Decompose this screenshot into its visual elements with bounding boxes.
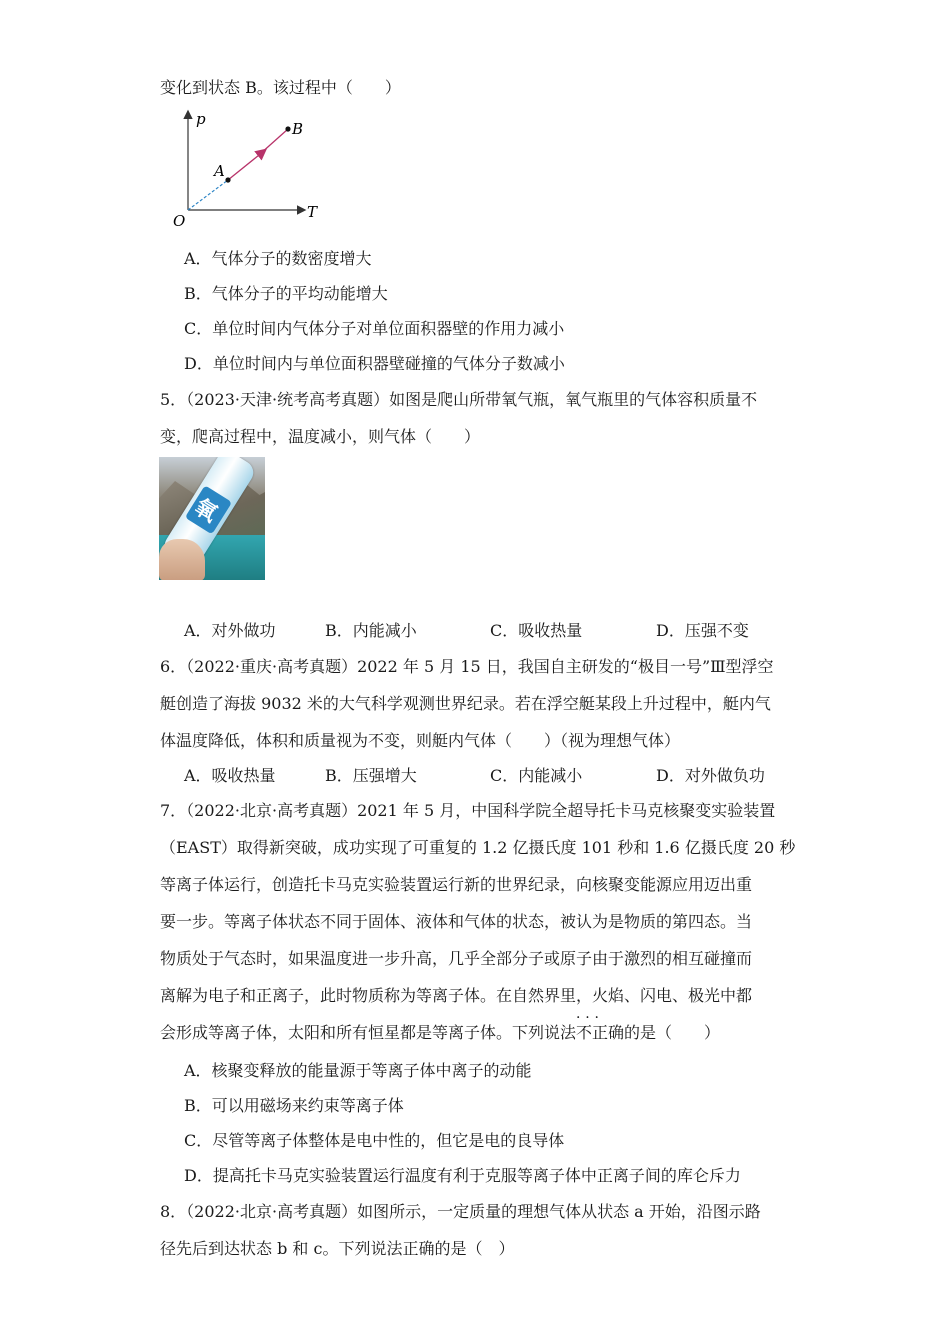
q7-stem-line-4: 要一步。等离子体状态不同于固体、液体和气体的状态，被认为是物质的第四态。当 bbox=[160, 912, 753, 931]
q6-stem-line-2: 艇创造了海拔 9032 米的大气科学观测世界纪录。若在浮空艇某段上升过程中，艇内气 bbox=[160, 694, 771, 713]
q5-option-a: A．对外做功 bbox=[184, 621, 276, 640]
q6-option-b: B．压强增大 bbox=[325, 766, 417, 785]
q5-stem-line-2: 变，爬高过程中，温度减小，则气体（ ） bbox=[160, 427, 481, 446]
point-a-label: A bbox=[214, 162, 225, 180]
q7-last-post: 的是（ ） bbox=[624, 1023, 721, 1042]
q6-option-c: C．内能减小 bbox=[490, 766, 583, 785]
q6-stem-line-1: 6．（2022·重庆·高考真题）2022 年 5 月 15 日，我国自主研发的“极目一号”Ⅲ型浮空 bbox=[160, 657, 774, 676]
q7-last-pre: 会形成等离子体，太阳和所有恒星都是等离子体。下列说法 bbox=[160, 1023, 577, 1042]
q4-stem-tail: 变化到状态 B。该过程中（ ） bbox=[160, 78, 401, 97]
q7-stem-line-6: 离解为电子和正离子，此时物质称为等离子体。在自然界里，火焰、闪电、极光中都 bbox=[160, 986, 753, 1005]
q7-stem-line-3: 等离子体运行，创造托卡马克实验装置运行新的世界纪录，向核聚变能源应用迈出重 bbox=[160, 875, 753, 894]
q7-stem-line-2: （EAST）取得新突破，成功实现了可重复的 1.2 亿摄氏度 101 秒和 1.6 亿摄氏度 20 秒 bbox=[160, 838, 796, 857]
q4-option-d: D．单位时间内与单位面积器壁碰撞的气体分子数减小 bbox=[184, 354, 565, 373]
q7-stem-line-7 bbox=[160, 1023, 720, 1043]
process-line bbox=[228, 151, 264, 180]
q4-option-a: A．气体分子的数密度增大 bbox=[184, 249, 372, 268]
q6-stem-line-3: 体温度降低，体积和质量视为不变，则艇内气体（ ）（视为理想气体） bbox=[160, 731, 681, 750]
point-a bbox=[225, 177, 230, 182]
q7-option-d: D．提高托卡马克实验装置运行温度有利于克服等离子体中正离子间的库仑斥力 bbox=[184, 1166, 741, 1185]
q7-emphasis-not-correct: 不正确 · · · bbox=[576, 1023, 624, 1042]
point-b-label: B bbox=[292, 120, 304, 138]
oxygen-bottle-photo bbox=[159, 457, 265, 580]
photo-label-text: 氧 bbox=[189, 494, 222, 528]
q4-option-c: C．单位时间内气体分子对单位面积器壁的作用力减小 bbox=[184, 319, 565, 338]
q8-stem-line-1: 8．（2022·北京·高考真题）如图所示，一定质量的理想气体从状态 a 开始，沿图示路 bbox=[160, 1202, 761, 1221]
q5-option-c: C．吸收热量 bbox=[490, 621, 583, 640]
point-b bbox=[285, 126, 290, 131]
q7-stem-line-1: 7．（2022·北京·高考真题）2021 年 5 月，中国科学院全超导托卡马克核聚变实验装置 bbox=[160, 801, 776, 820]
q7-option-b: B．可以用磁场来约束等离子体 bbox=[184, 1096, 404, 1115]
q5-stem-line-1: 5．（2023·天津·统考高考真题）如图是爬山所带氧气瓶，氧气瓶里的气体容积质量不 bbox=[160, 390, 758, 409]
q7-option-c: C．尽管等离子体整体是电中性的，但它是电的良导体 bbox=[184, 1131, 565, 1150]
q6-option-a: A．吸收热量 bbox=[184, 766, 276, 785]
origin-label: O bbox=[173, 212, 186, 230]
q4-option-b: B．气体分子的平均动能增大 bbox=[184, 284, 388, 303]
q5-option-b: B．内能减小 bbox=[325, 621, 417, 640]
q6-option-d: D．对外做负功 bbox=[656, 766, 765, 785]
pt-graph bbox=[160, 106, 330, 231]
q7-option-a: A．核聚变释放的能量源于等离子体中离子的动能 bbox=[184, 1061, 532, 1080]
dashed-extension bbox=[188, 180, 228, 210]
q7-stem-line-5: 物质处于气态时，如果温度进一步升高，几乎全部分子或原子由于激烈的相互碰撞而 bbox=[160, 949, 753, 968]
x-axis-label: T bbox=[307, 203, 318, 221]
y-axis-label: p bbox=[196, 110, 206, 128]
q8-stem-line-2: 径先后到达状态 b 和 c。下列说法正确的是（ ） bbox=[160, 1239, 515, 1258]
process-line-2 bbox=[260, 129, 288, 154]
q5-option-d: D．压强不变 bbox=[656, 621, 749, 640]
